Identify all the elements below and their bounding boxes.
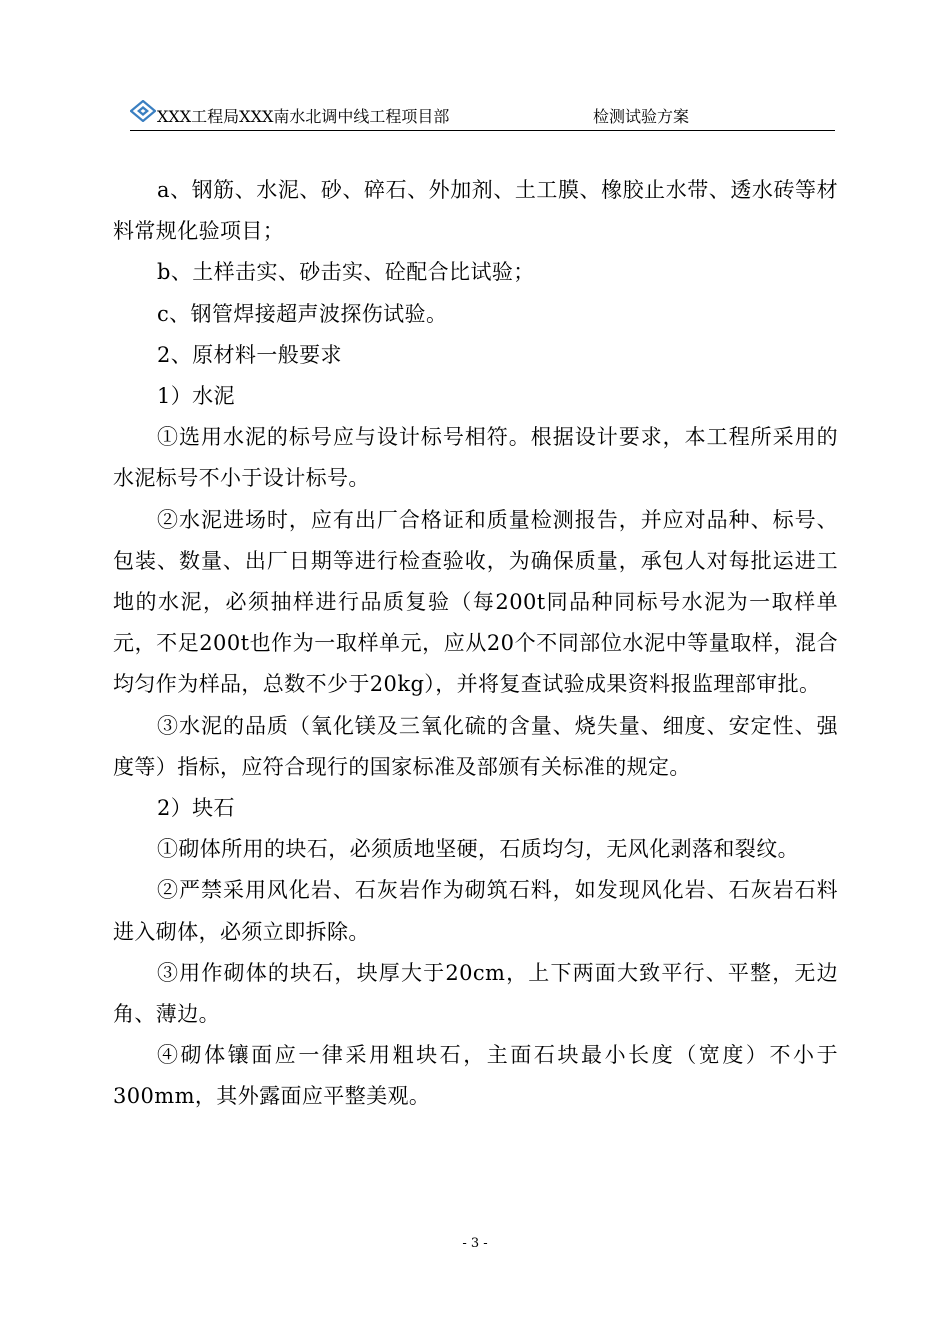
cement-item-1: ①选用水泥的标号应与设计标号相符。根据设计要求，本工程所采用的水泥标号不小于设计标号。: [113, 425, 838, 491]
cement-item-3: ③水泥的品质（氧化镁及三氧化硫的含量、烧失量、细度、安定性、强度等）指标，应符合现行的国家标准及部颁有关标准的规定。: [113, 713, 838, 779]
page-number: - 3 -: [462, 1236, 488, 1251]
stone-item-4: ④砌体镶面应一律采用粗块石，主面石块最小长度（宽度）不小于300mm，其外露面应平整美观。: [113, 1043, 838, 1109]
stone-item-2: ②严禁采用风化岩、石灰岩作为砌筑石料，如发现风化岩、石灰岩石料进入砌体，必须立即拆除。: [113, 878, 838, 944]
cement-item-2: ②水泥进场时，应有出厂合格证和质量检测报告，并应对品种、标号、包装、数量、出厂日期等进行检查验收，为确保质量，承包人对每批运进工地的水泥，必须抽样进行品质复验（每200t同品种同标号水泥为一取样单元，不足200t也作为一取样单元，应从20个不同部位水泥中等量取样，混合均匀作为样品，总数不少于20kg），并将复查试验成果资料报监理部审批。: [113, 507, 838, 697]
stone-item-1: ①砌体所用的块石，必须质地坚硬，石质均匀，无风化剥落和裂纹。: [157, 837, 799, 862]
subsection-heading-cement: 1）水泥: [157, 384, 235, 409]
company-logo-icon: [130, 100, 156, 122]
stone-item-3: ③用作砌体的块石，块厚大于20cm，上下两面大致平行、平整，无边角、薄边。: [113, 960, 838, 1027]
header-document-title: 检测试验方案: [593, 107, 690, 126]
subsection-heading-block-stone: 2）块石: [157, 796, 235, 821]
header-project-name: XXX工程局XXX南水北调中线工程项目部: [157, 107, 450, 126]
page-header: [130, 100, 835, 131]
section-heading-raw-materials: 2、原材料一般要求: [157, 342, 342, 367]
paragraph-a: a、钢筋、水泥、砂、碎石、外加剂、土工膜、橡胶止水带、透水砖等材料常规化验项目；: [113, 178, 838, 244]
paragraph-c: c、钢管焊接超声波探伤试验。: [157, 301, 448, 326]
document-body: [113, 170, 838, 1118]
paragraph-b: b、土样击实、砂击实、砼配合比试验；: [157, 260, 535, 285]
